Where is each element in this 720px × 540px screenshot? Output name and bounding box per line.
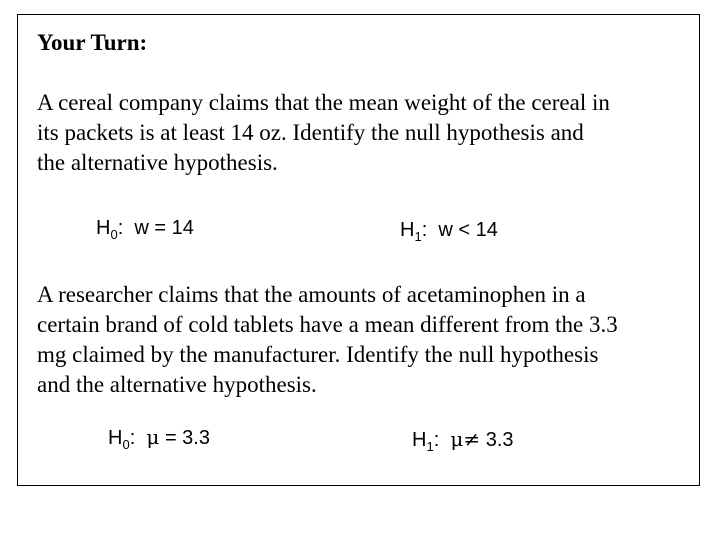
hypothesis-subscript: 1: [414, 229, 422, 244]
hypothesis-subscript: 1: [426, 439, 434, 454]
problem-2-line: certain brand of cold tablets have a mean different from the 3.3: [37, 312, 618, 337]
mu-symbol: μ: [450, 427, 464, 451]
hypothesis-letter: H: [400, 219, 415, 241]
problem-1-line: A cereal company claims that the mean weight of the cereal in: [37, 90, 610, 115]
hypothesis-statement: w < 14: [438, 219, 498, 241]
problem-1-line: its packets is at least 14 oz. Identify the null hypothesis and: [37, 120, 584, 145]
not-equal-symbol: ≠: [463, 427, 481, 451]
hypothesis-subscript: 0: [122, 437, 130, 452]
page-title: Your Turn:: [37, 30, 148, 55]
hypothesis-subscript: 0: [110, 227, 118, 242]
problem-2-line: A researcher claims that the amounts of acetaminophen in a: [37, 282, 586, 307]
alternative-hypothesis-1: [400, 218, 498, 242]
hypothesis-letter: H: [96, 217, 111, 239]
hypothesis-colon: :: [129, 427, 136, 449]
hypothesis-statement: w = 14: [134, 217, 194, 239]
hypothesis-statement: = 3.3: [164, 427, 210, 449]
problem-2-line: and the alternative hypothesis.: [37, 372, 317, 397]
problem-1-line: the alternative hypothesis.: [37, 150, 278, 175]
problem-1-text: [37, 88, 610, 178]
hypothesis-colon: :: [117, 217, 124, 239]
hypothesis-colon: :: [421, 219, 428, 241]
hypothesis-letter: H: [412, 429, 427, 451]
problem-2-line: mg claimed by the manufacturer. Identify the null hypothesis: [37, 342, 599, 367]
slide-frame: [17, 14, 700, 486]
problem-2-text: [37, 280, 618, 400]
hypothesis-letter: H: [108, 427, 123, 449]
null-hypothesis-1: [96, 216, 194, 240]
mu-symbol: μ: [146, 425, 160, 449]
hypothesis-colon: :: [433, 429, 440, 451]
alternative-hypothesis-2: [412, 427, 514, 452]
null-hypothesis-2: [108, 425, 210, 450]
hypothesis-statement: 3.3: [485, 429, 514, 451]
